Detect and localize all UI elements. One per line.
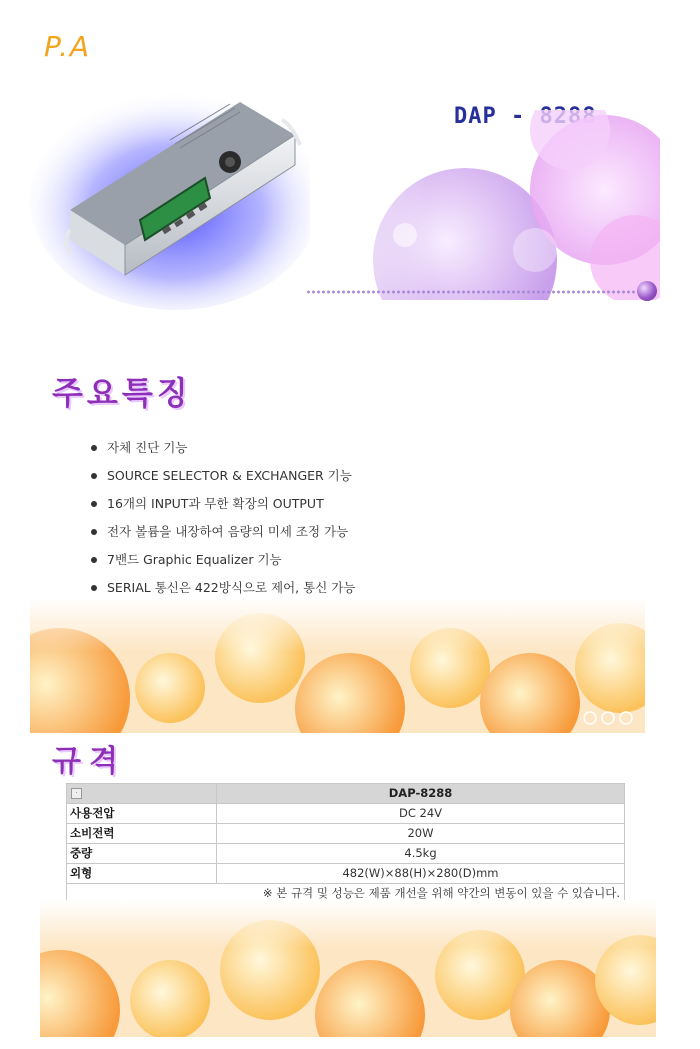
bullet-dot-icon <box>91 501 97 507</box>
feature-item <box>88 438 355 466</box>
spec-label: 소비전력 <box>67 824 217 844</box>
table-corner-icon: · <box>71 788 82 799</box>
spec-value: 482(W)×88(H)×280(D)mm <box>217 864 625 884</box>
bullet-dot-icon <box>91 557 97 563</box>
features-heading: 주요특징 <box>52 374 192 412</box>
bullet-dot-icon <box>91 585 97 591</box>
purple-bubble-decoration <box>305 110 660 300</box>
feature-item <box>88 466 355 494</box>
orange-bubble-footer <box>40 900 656 1037</box>
category-label: P.A <box>44 30 92 63</box>
bullet-dot-icon <box>91 445 97 451</box>
table-row <box>67 864 625 884</box>
feature-text: 7밴드 Graphic Equalizer 기능 <box>107 552 282 567</box>
bullet-dot-icon <box>91 529 97 535</box>
feature-text: 16개의 INPUT과 무한 확장의 OUTPUT <box>107 496 324 511</box>
spec-label: 중량 <box>67 844 217 864</box>
features-list <box>88 438 355 606</box>
spec-value: 4.5kg <box>217 844 625 864</box>
spec-note: ※ 본 규격 및 성능은 제품 개선을 위해 약간의 변동이 있을 수 있습니다. <box>67 884 625 904</box>
table-corner-cell <box>67 784 217 804</box>
product-image <box>30 80 310 315</box>
feature-text: 전자 볼륨을 내장하여 음량의 미세 조정 가능 <box>107 524 349 539</box>
dotted-divider-line <box>306 290 640 294</box>
spec-value: DC 24V <box>217 804 625 824</box>
spec-table <box>66 783 625 904</box>
feature-item <box>88 550 355 578</box>
feature-item <box>88 494 355 522</box>
spec-label: 사용전압 <box>67 804 217 824</box>
table-row <box>67 804 625 824</box>
spec-value: 20W <box>217 824 625 844</box>
purple-ball-icon <box>637 281 657 301</box>
feature-text: SOURCE SELECTOR & EXCHANGER 기능 <box>107 468 352 483</box>
feature-item <box>88 522 355 550</box>
specs-heading: 규격 <box>52 744 126 779</box>
model-column-header: DAP-8288 <box>217 784 625 804</box>
feature-text: SERIAL 통신은 422방식으로 제어, 통신 가능 <box>107 580 356 595</box>
table-header-row <box>67 784 625 804</box>
table-row <box>67 844 625 864</box>
feature-text: 자체 진단 기능 <box>107 440 188 455</box>
table-row <box>67 824 625 844</box>
orange-bubble-banner <box>30 598 645 733</box>
bullet-dot-icon <box>91 473 97 479</box>
spec-label: 외형 <box>67 864 217 884</box>
